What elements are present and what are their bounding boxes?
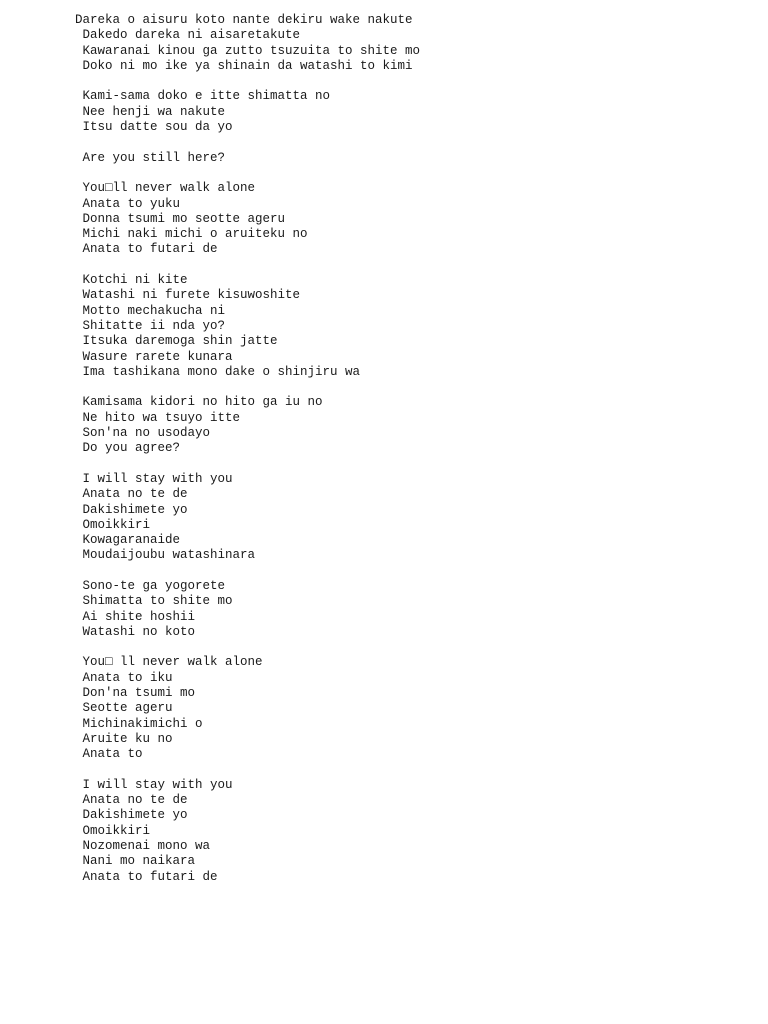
stanza-6 [75,395,755,456]
lyric-line: Dareka o aisuru koto nante dekiru wake nakute [75,13,413,27]
stanza-5 [75,273,755,380]
lyric-line: Itsuka daremoga shin jatte [82,334,278,349]
stanza-4 [75,181,755,257]
lyric-line: Ne hito wa tsuyo itte [82,410,241,425]
lyric-line: Donna tsumi mo seotte ageru [82,211,286,226]
stanza-1 [75,13,755,74]
lyric-line: Moudaijoubu watashinara [82,548,256,563]
lyric-line: Anata to yuku [82,196,181,211]
lyric-line: Dakishimete yo [82,808,188,823]
stanza-2 [75,89,755,135]
lyric-line: I will stay with you [82,471,233,486]
lyric-line: Anata to futari de [82,869,218,884]
lyric-line: Ai shite hoshii [82,609,196,624]
lyric-line: Nee henji wa nakute [82,104,226,119]
lyric-line: Kami-sama doko e itte shimatta no [82,89,331,104]
lyric-line: Son'na no usodayo [82,426,211,441]
lyric-line: Dakishimete yo [82,502,188,517]
stanza-7 [75,472,755,564]
lyric-line: Anata no te de [82,793,188,808]
lyric-line: You□ll never walk alone [82,181,256,196]
lyric-line: Watashi ni furete kisuwoshite [82,288,301,303]
lyric-line: Omoikkiri [82,823,151,838]
lyric-line: Omoikkiri [82,517,151,532]
lyric-line: Anata to [82,747,143,762]
stanza-9 [75,655,755,762]
lyric-line: Are you still here? [82,150,226,165]
lyric-line: You□ ll never walk alone [82,655,263,670]
lyric-line: Shimatta to shite mo [82,594,233,609]
lyric-line: Michi naki michi o aruiteku no [82,227,308,242]
lyric-line: Shitatte ii nda yo? [82,318,226,333]
lyric-line: Seotte ageru [82,701,173,716]
stanza-10 [75,778,755,885]
lyric-line: Anata to futari de [82,242,218,257]
lyric-line: Nani mo naikara [82,854,196,869]
lyric-line: Anata no te de [82,487,188,502]
lyric-line: Kowagaranaide [82,533,181,548]
lyric-line: Sono-te ga yogorete [82,578,226,593]
lyric-line: Motto mechakucha ni [82,303,226,318]
lyric-line: Watashi no koto [82,624,196,639]
lyrics-body [75,13,755,900]
lyric-line: Do you agree? [82,441,181,456]
lyric-line: Don'na tsumi mo [82,686,196,701]
lyric-line: Ima tashikana mono dake o shinjiru wa [82,364,361,379]
lyric-line: Aruite ku no [82,731,173,746]
lyric-line: Dakedo dareka ni aisaretakute [82,28,301,43]
lyric-line: Anata to iku [82,670,173,685]
lyric-line: Doko ni mo ike ya shinain da watashi to kimi [82,58,413,73]
stanza-3 [75,151,755,166]
lyric-line: Kamisama kidori no hito ga iu no [82,395,323,410]
lyric-line: Kawaranai kinou ga zutto tsuzuita to shite mo [82,43,421,58]
lyric-line: Itsu datte sou da yo [82,120,233,135]
lyric-line: Kotchi ni kite [82,273,188,288]
lyric-line: Michinakimichi o [82,716,203,731]
lyric-line: Wasure rarete kunara [82,349,233,364]
stanza-8 [75,579,755,640]
lyric-line: Nozomenai mono wa [82,839,211,854]
lyric-line: I will stay with you [82,777,233,792]
